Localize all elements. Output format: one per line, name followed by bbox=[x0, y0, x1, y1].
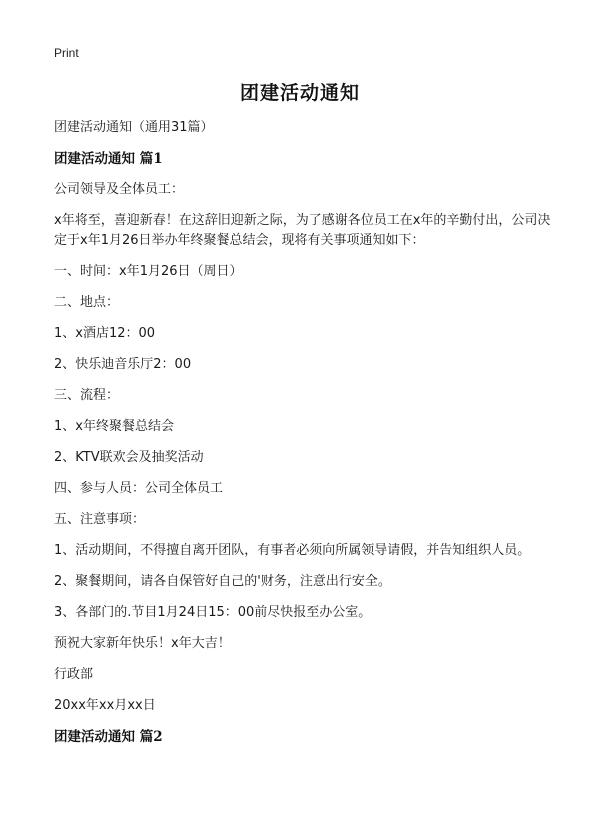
salutation: 公司领导及全体员工： bbox=[54, 182, 185, 197]
print-link[interactable]: Print bbox=[54, 46, 79, 60]
item-notes: 五、注意事项： bbox=[54, 512, 146, 527]
document-subtitle: 团建活动通知（通用31篇） bbox=[54, 120, 214, 135]
document-title: 团建活动通知 bbox=[239, 82, 360, 104]
intro-paragraph: x年将至，喜迎新春！在这辞旧迎新之际，为了感谢各位员工在x年的辛勤付出，公司决定于x年1月26日举办年终聚餐总结会，现将有关事项通知如下： bbox=[54, 213, 551, 248]
item-place: 二、地点： bbox=[54, 295, 120, 310]
process-1: 1、x年终聚餐总结会 bbox=[54, 419, 174, 434]
document-date: 20xx年xx月xx日 bbox=[54, 698, 156, 713]
item-time: 一、时间：x年1月26日（周日） bbox=[54, 264, 243, 279]
item-participants: 四、参与人员：公司全体员工 bbox=[54, 481, 224, 496]
note-1: 1、活动期间，不得擅自离开团队，有事者必须向所属领导请假，并告知组织人员。 bbox=[54, 543, 531, 558]
place-1: 1、x酒店12：00 bbox=[54, 326, 156, 341]
process-2: 2、KTV联欢会及抽奖活动 bbox=[54, 450, 204, 465]
place-2: 2、快乐迪音乐厅2：00 bbox=[54, 357, 192, 372]
section-heading-2: 团建活动通知 篇2 bbox=[54, 729, 163, 745]
item-process: 三、流程： bbox=[54, 388, 120, 403]
note-2: 2、聚餐期间，请各自保管好自己的'财务，注意出行安全。 bbox=[54, 574, 391, 589]
section-heading-1: 团建活动通知 篇1 bbox=[54, 151, 163, 167]
note-3: 3、各部门的.节目1月24日15：00前尽快报至办公室。 bbox=[54, 605, 372, 620]
document-body bbox=[54, 118, 554, 758]
signature: 行政部 bbox=[54, 667, 94, 682]
greeting: 预祝大家新年快乐！x年大吉！ bbox=[54, 636, 231, 651]
